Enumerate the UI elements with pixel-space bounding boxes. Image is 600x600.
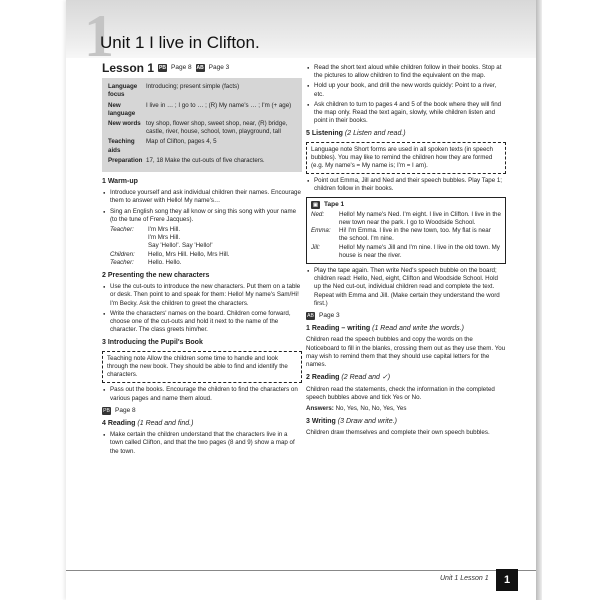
reading-2-text: Children read the statements, check the information in the completed speech bubbles above and tick Yes or No. xyxy=(306,385,495,401)
answers-line xyxy=(306,405,506,413)
unit-title: Unit 1 I live in Clifton. xyxy=(100,33,260,52)
activity-book-icon: AB xyxy=(196,65,204,72)
teaching-note: Teaching note Allow the children some time to handle and look through the new book. They should be able to find and identify the characters. xyxy=(102,351,302,384)
pupils-book-icon: PB xyxy=(159,65,166,72)
reading-cont-list xyxy=(306,64,506,125)
right-column xyxy=(306,64,506,438)
activity-book-icon: AB xyxy=(307,313,314,320)
list-item: ● Introduce yourself and ask individual children their names. Encourage them to answer with Hello! My name's… xyxy=(110,189,302,205)
language-note: Language note Short forms are used in all spoken texts (in speech bubbles). You may like to remind the children how they are formed (e.g. My name's = My name is; I'm = I am). xyxy=(306,142,506,175)
page-ref-a: Page 8 xyxy=(171,64,192,71)
tape-dialog: Ned: Hello! My name's Ned. I'm eight. I live in Clifton. I live in the new town near the park. I go to Woodside School. Emma: Hi! I'm Emma. I live in the new town, too. My flat is near the school. I'm nine. Jill: Hello! My name's Jill and I'm nine. I live in the old town. My house is near the river. xyxy=(311,210,501,259)
page-ref-8: PB Page 8 xyxy=(103,406,136,414)
list-item: ● Point out Emma, Jill and Ned and their speech bubbles. Play Tape 1; children follow in their books. xyxy=(314,177,506,193)
cassette-icon: ▣ xyxy=(311,201,320,209)
lesson-title: Lesson 1 xyxy=(102,61,155,75)
section-listening: 5 Listening (2 Listen and read.) xyxy=(306,130,406,138)
list-item: ● Use the cut-outs to introduce the new characters. Put them on a table or desk. Then point to and speak for them: Hello! My name's Sam/Hi! I'm Becky. Ask the children to greet the characters. xyxy=(110,283,302,308)
song-dialog: Teacher: I'm Mrs Hill. I'm Mrs Hill. Say 'Hello!'. Say 'Hello!' Children: Hello, Mrs Hill. Hello, Mrs Hill. Teacher: Hello. Hello. xyxy=(110,226,230,266)
pupils-book-icon: PB xyxy=(103,407,110,414)
tape-transcript-box xyxy=(306,197,506,264)
footer-running-title: Unit 1 Lesson 1 xyxy=(440,575,489,582)
section-reading-2: 2 Reading (2 Read and ✓) xyxy=(306,374,391,382)
list-item: ● Sing an English song they all know or sing this song with your name (to the tune of Frere Jacques). xyxy=(110,208,302,224)
reading-list xyxy=(102,431,302,456)
list-item: ● Read the short text aloud while children follow in their books. Stop at the pictures to allow children to find the equivalent on the map. xyxy=(314,64,506,80)
list-item: ● Make certain the children understand that the characters live in a town called Clifton, and that the two pages (8 and 9) show a map of the town. xyxy=(110,431,302,456)
tape-heading: ▣ Tape 1 xyxy=(311,201,501,209)
listening-list xyxy=(306,177,506,193)
page-number: 1 xyxy=(496,569,518,591)
book-page xyxy=(66,0,536,600)
section-writing: 3 Writing (3 Draw and write.) xyxy=(306,418,397,426)
info-row: Language focus Introducing; present simple (facts) xyxy=(108,83,240,99)
section-presenting: 2 Presenting the new characters xyxy=(102,272,210,280)
play-tape-list xyxy=(306,267,506,308)
warm-up-list xyxy=(102,189,302,224)
section-pupils-book: 3 Introducing the Pupil's Book xyxy=(102,339,203,347)
section-warm-up: 1 Warm-up xyxy=(102,178,138,186)
section-reading: 4 Reading (1 Read and find.) xyxy=(102,419,194,427)
unit-number-graphic: 1 xyxy=(84,3,114,69)
list-item: ● Ask children to turn to pages 4 and 5 of the book where they will find the map only. Read the text again, slowly, while children listen and point in their books. xyxy=(314,101,506,126)
list-item: ● Write the characters' names on the board. Children come forward, choose one of the cut-outs and hold it next to the name of the character. The class greets him/her. xyxy=(110,310,302,335)
list-item: ● Hold up your book, and drill the new words quickly: Point to a river, etc. xyxy=(314,82,506,98)
answers-value: No, Yes, No, No, Yes, Yes xyxy=(335,404,407,412)
list-item: ● Play the tape again. Then write Ned's speech bubble on the board; children read: Hello, Ned, eight, Clifton and Woodside School. Hold up the Ned cut-out, individual children read and complete the text. Repeat with Emma and Jill. (Make certain they understand the word first.) xyxy=(314,267,506,308)
answers-label: Answers: xyxy=(306,404,334,412)
section-reading-writing: 1 Reading – writing (1 Read and write the words.) xyxy=(306,325,464,333)
list-item: ● Pass out the books. Encourage the children to find the characters on various pages and name them aloud. xyxy=(110,386,302,402)
info-row: New language I live in … ; I go to … ; (R) My name's … ; I'm (+ age) xyxy=(108,101,292,117)
lesson-info-box xyxy=(102,78,302,172)
info-row: Teaching aids Map of Clifton, pages 4, 5 xyxy=(108,138,217,154)
pupils-book-list xyxy=(102,386,302,402)
footer-divider xyxy=(66,570,536,571)
writing-text: Children draw themselves and complete their own speech bubbles. xyxy=(306,429,490,437)
lesson-heading xyxy=(102,61,302,75)
reading-writing-text: Children read the speech bubbles and copy the words on the Noticeboard to fill in the blanks, crossing them out as they use them. You may wish to remind them that they should use capital letters for the names. xyxy=(306,336,506,369)
page-ref-3: AB Page 3 xyxy=(307,312,340,320)
presenting-list xyxy=(102,283,302,334)
info-row: Preparation 17, 18 Make the cut-outs of five characters. xyxy=(108,156,265,164)
page-spine-shadow xyxy=(536,0,542,600)
info-row: New words toy shop, flower shop, sweet shop, near, (R) bridge, castle, river, house, school, town, playground, tall xyxy=(108,120,288,136)
page-ref-b: Page 3 xyxy=(208,64,230,71)
left-column xyxy=(102,61,302,458)
